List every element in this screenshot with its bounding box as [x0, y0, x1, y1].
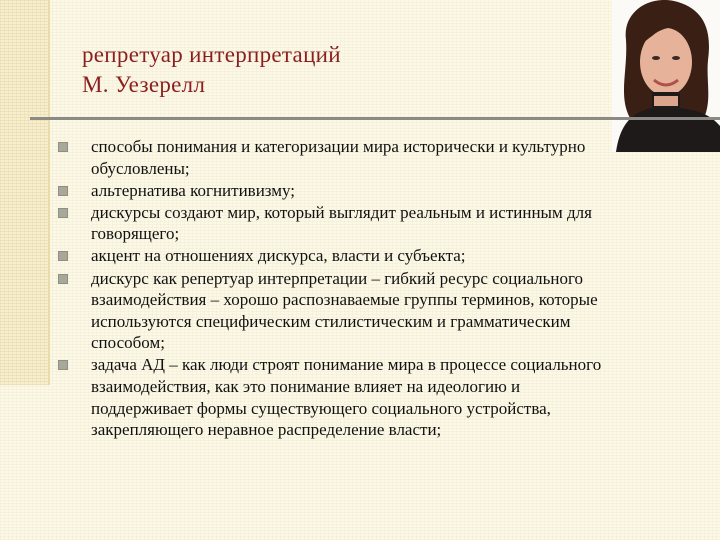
portrait-photo — [612, 0, 720, 152]
square-bullet-icon — [58, 186, 68, 196]
slide-title — [82, 40, 341, 100]
list-item: задача АД – как люди строят понимание мира в процессе социального взаимодействия, как это понимание влияет на идеологию и поддерживает формы существующего социального устройства, закрепляющего неравное распределение власти; — [55, 354, 615, 440]
square-bullet-icon — [58, 251, 68, 261]
square-bullet-icon — [58, 360, 68, 370]
list-item: способы понимания и категоризации мира исторически и культурно обусловлены; — [55, 136, 615, 179]
square-bullet-icon — [58, 142, 68, 152]
list-item: альтернатива когнитивизму; — [55, 180, 615, 202]
left-band-edge — [48, 0, 50, 385]
left-decorative-band — [0, 0, 48, 385]
title-line-1: репретуар интерпретаций — [82, 42, 341, 67]
square-bullet-icon — [58, 208, 68, 218]
bullet-list — [55, 136, 615, 441]
list-item: дискурс как репертуар интерпретации – гибкий ресурс социального взаимодействия – хорошо распознаваемые группы терминов, которые используются специфическим стилистическим и грамматическим способом; — [55, 268, 615, 354]
person-portrait-icon — [612, 0, 720, 152]
list-item: акцент на отношениях дискурса, власти и субъекта; — [55, 245, 615, 267]
list-item: дискурсы создают мир, который выглядит реальным и истинным для говорящего; — [55, 202, 615, 245]
title-divider — [30, 117, 720, 120]
square-bullet-icon — [58, 274, 68, 284]
title-line-2: М. Уезерелл — [82, 72, 206, 97]
